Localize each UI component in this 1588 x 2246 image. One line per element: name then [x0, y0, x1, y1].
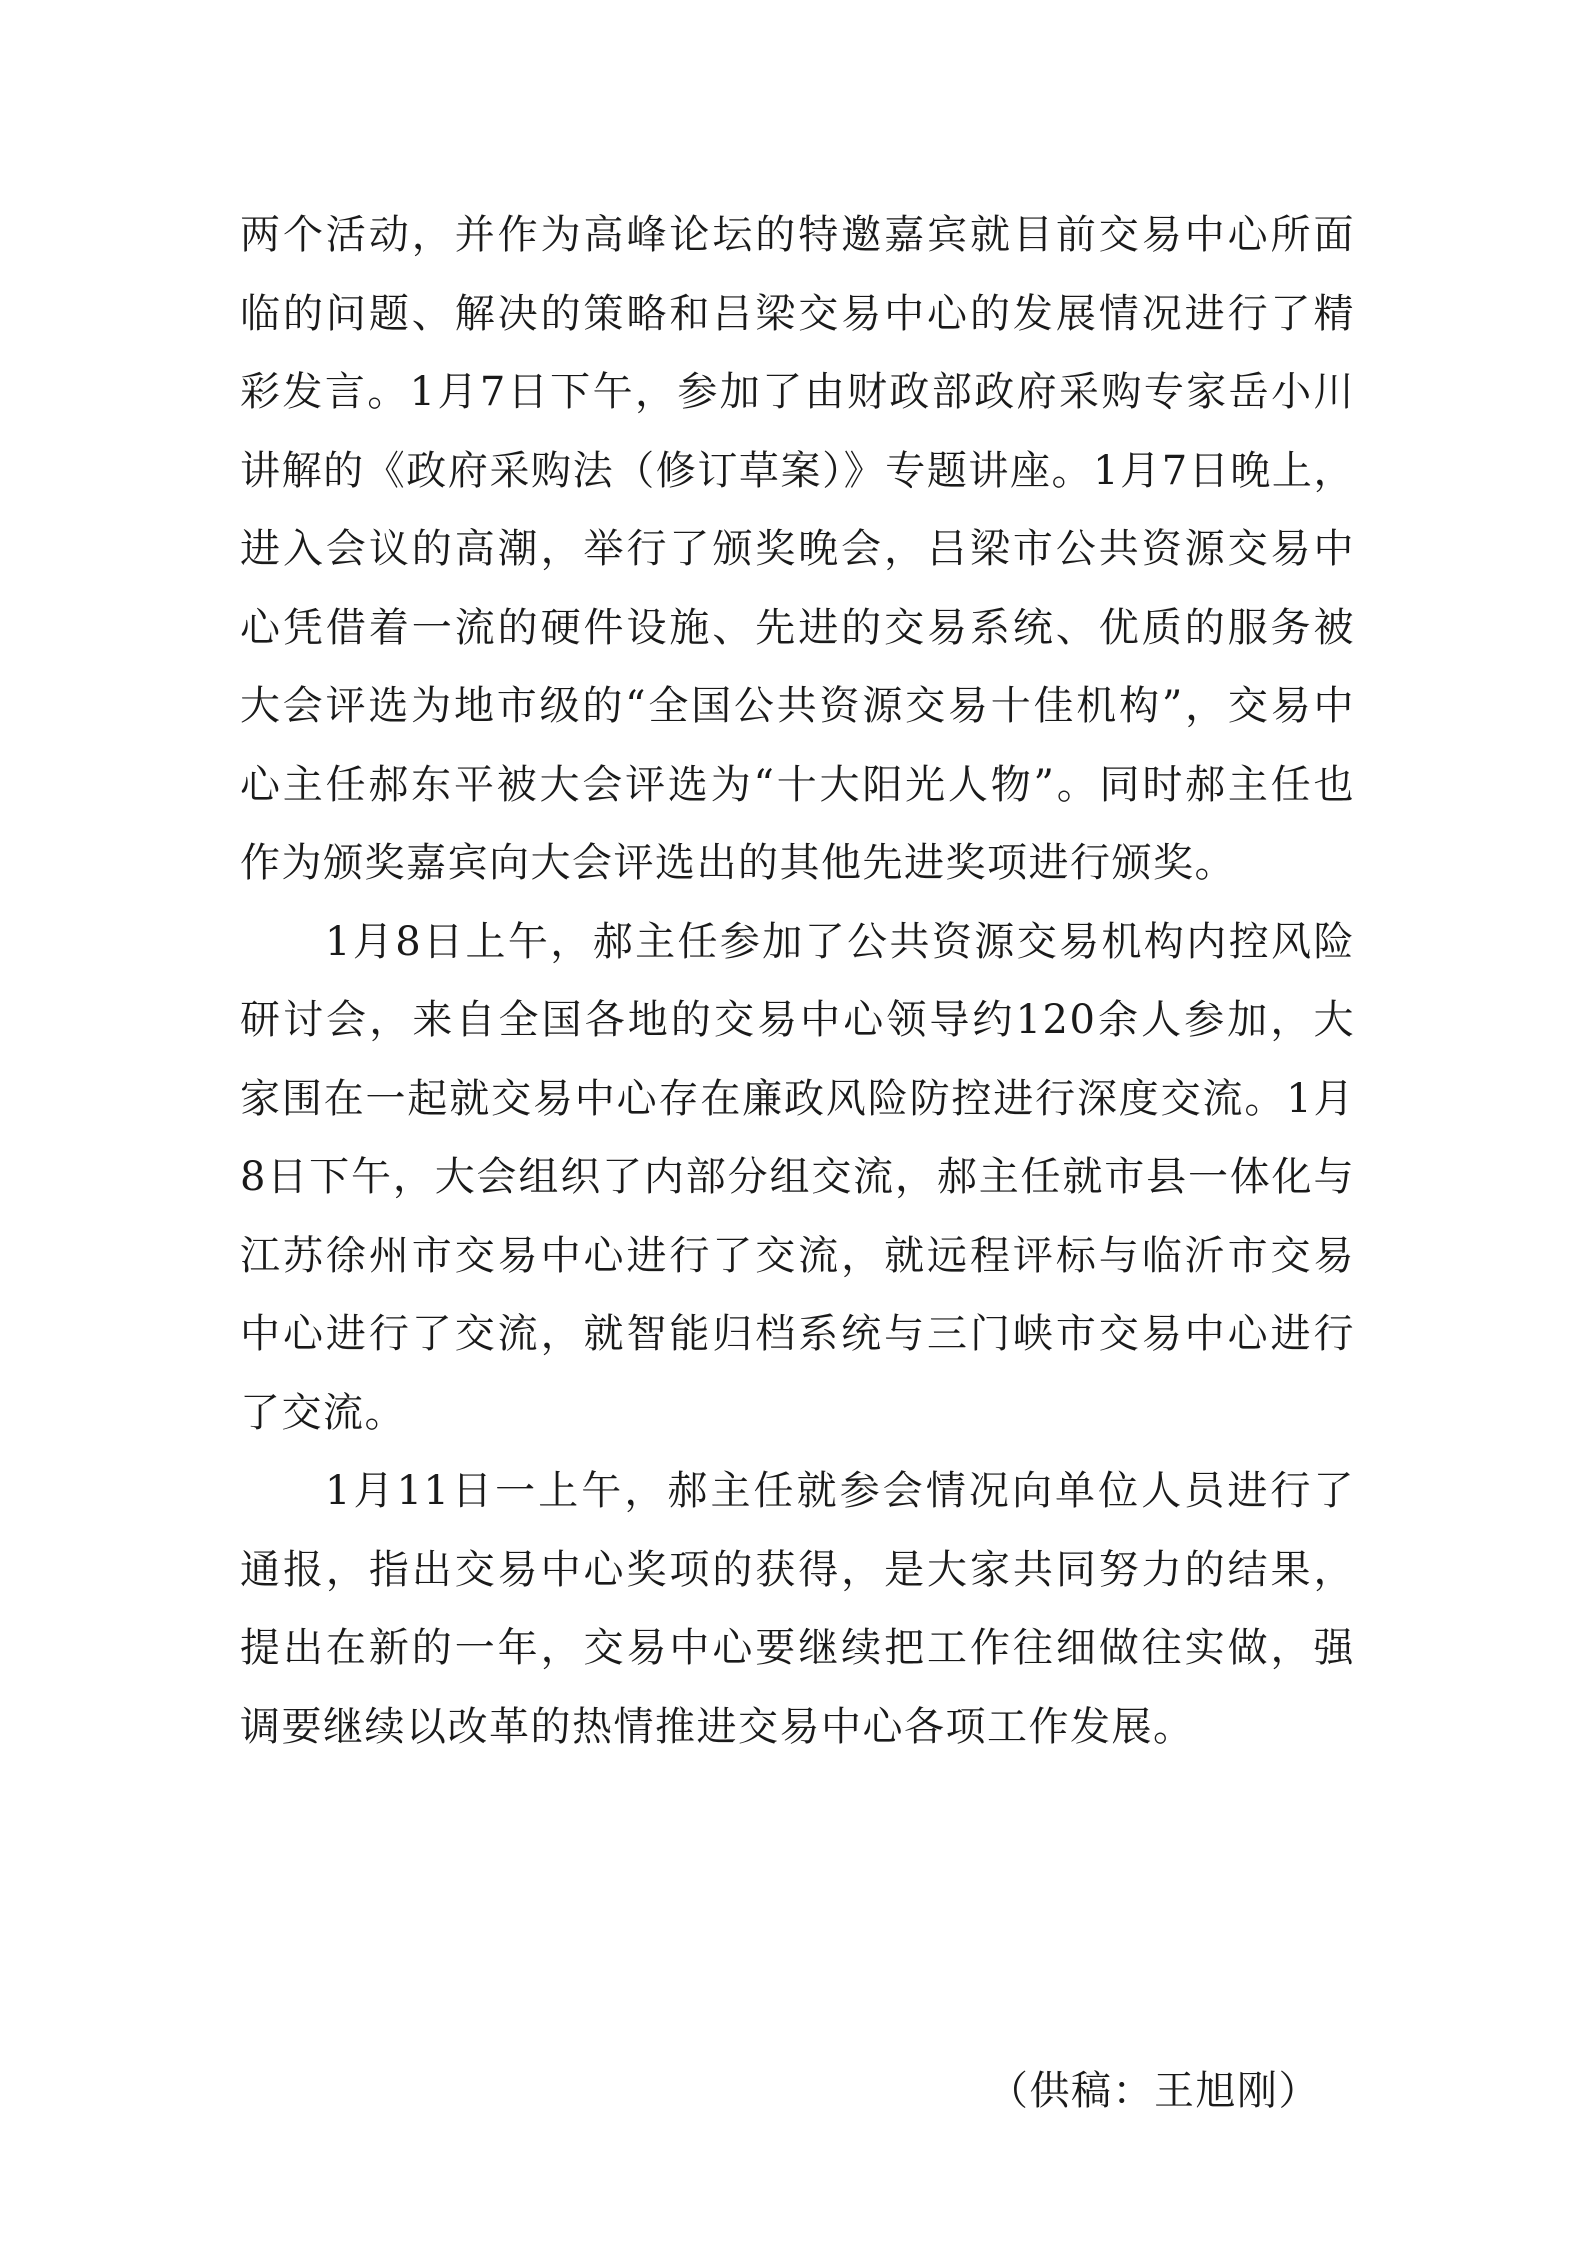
paragraph-jan-8: 1月8日上午，郝主任参加了公共资源交易机构内控风险研讨会，来自全国各地的交易中心领导约120余人参加，大家围在一起就交易中心存在廉政风险防控进行深度交流。1月8日下午，大会组织了内部分组交流，郝主任就市县一体化与江苏徐州市交易中心进行了交流，就远程评标与临沂市交易中心进行了交流，就智能归档系统与三门峡市交易中心进行了交流。	[240, 918, 1355, 1436]
article-body	[240, 196, 1355, 1766]
paragraph-continued: 两个活动，并作为高峰论坛的特邀嘉宾就目前交易中心所面临的问题、解决的策略和吕梁交易中心的发展情况进行了精彩发言。1月7日下午，参加了由财政部政府采购专家岳小川讲解的《政府采购法（修订草案）》专题讲座。1月7日晚上，进入会议的高潮，举行了颁奖晚会，吕梁市公共资源交易中心凭借着一流的硬件设施、先进的交易系统、优质的服务被大会评选为地市级的“全国公共资源交易十佳机构”，交易中心主任郝东平被大会评选为“十大阳光人物”。同时郝主任也作为颁奖嘉宾向大会评选出的其他先进奖项进行颁奖。	[240, 212, 1355, 886]
author-credit: （供稿：王旭刚）	[988, 2068, 1320, 2114]
paragraph-jan-11: 1月11日一上午，郝主任就参会情况向单位人员进行了通报，指出交易中心奖项的获得，是大家共同努力的结果，提出在新的一年，交易中心要继续把工作往细做往实做，强调要继续以改革的热情推进交易中心各项工作发展。	[240, 1468, 1355, 1750]
